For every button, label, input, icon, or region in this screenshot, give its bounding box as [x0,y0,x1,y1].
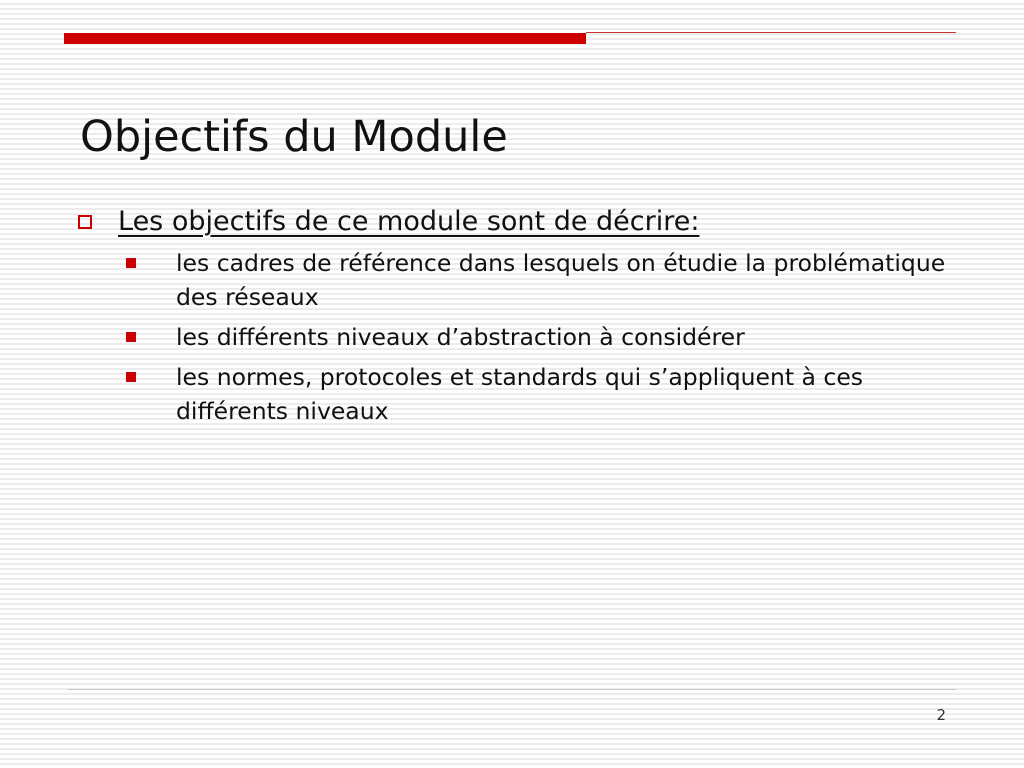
square-bullet-icon [126,258,136,268]
sub-bullet-text: les cadres de référence dans lesquels on étudie la problématique des réseaux [176,249,946,311]
square-bullet-icon [126,332,136,342]
main-bullet [74,200,964,244]
sub-bullet-list [74,246,964,428]
hollow-square-bullet-icon [78,215,92,229]
accent-bar [64,33,586,44]
slide-title: Objectifs du Module [80,112,508,162]
footer-rule [68,689,956,690]
sub-bullet [126,320,964,354]
square-bullet-icon [126,372,136,382]
sub-bullet-text: les normes, protocoles et standards qui s’appliquent à ces différents niveaux [176,363,864,425]
sub-bullet-text: les différents niveaux d’abstraction à considérer [176,323,745,351]
accent-rule [586,32,956,33]
sub-bullet [126,360,964,428]
page-number: 2 [936,706,946,724]
bullet-content [74,200,964,434]
sub-bullet [126,246,964,314]
main-bullet-text: Les objectifs de ce module sont de décrire: [118,206,700,237]
